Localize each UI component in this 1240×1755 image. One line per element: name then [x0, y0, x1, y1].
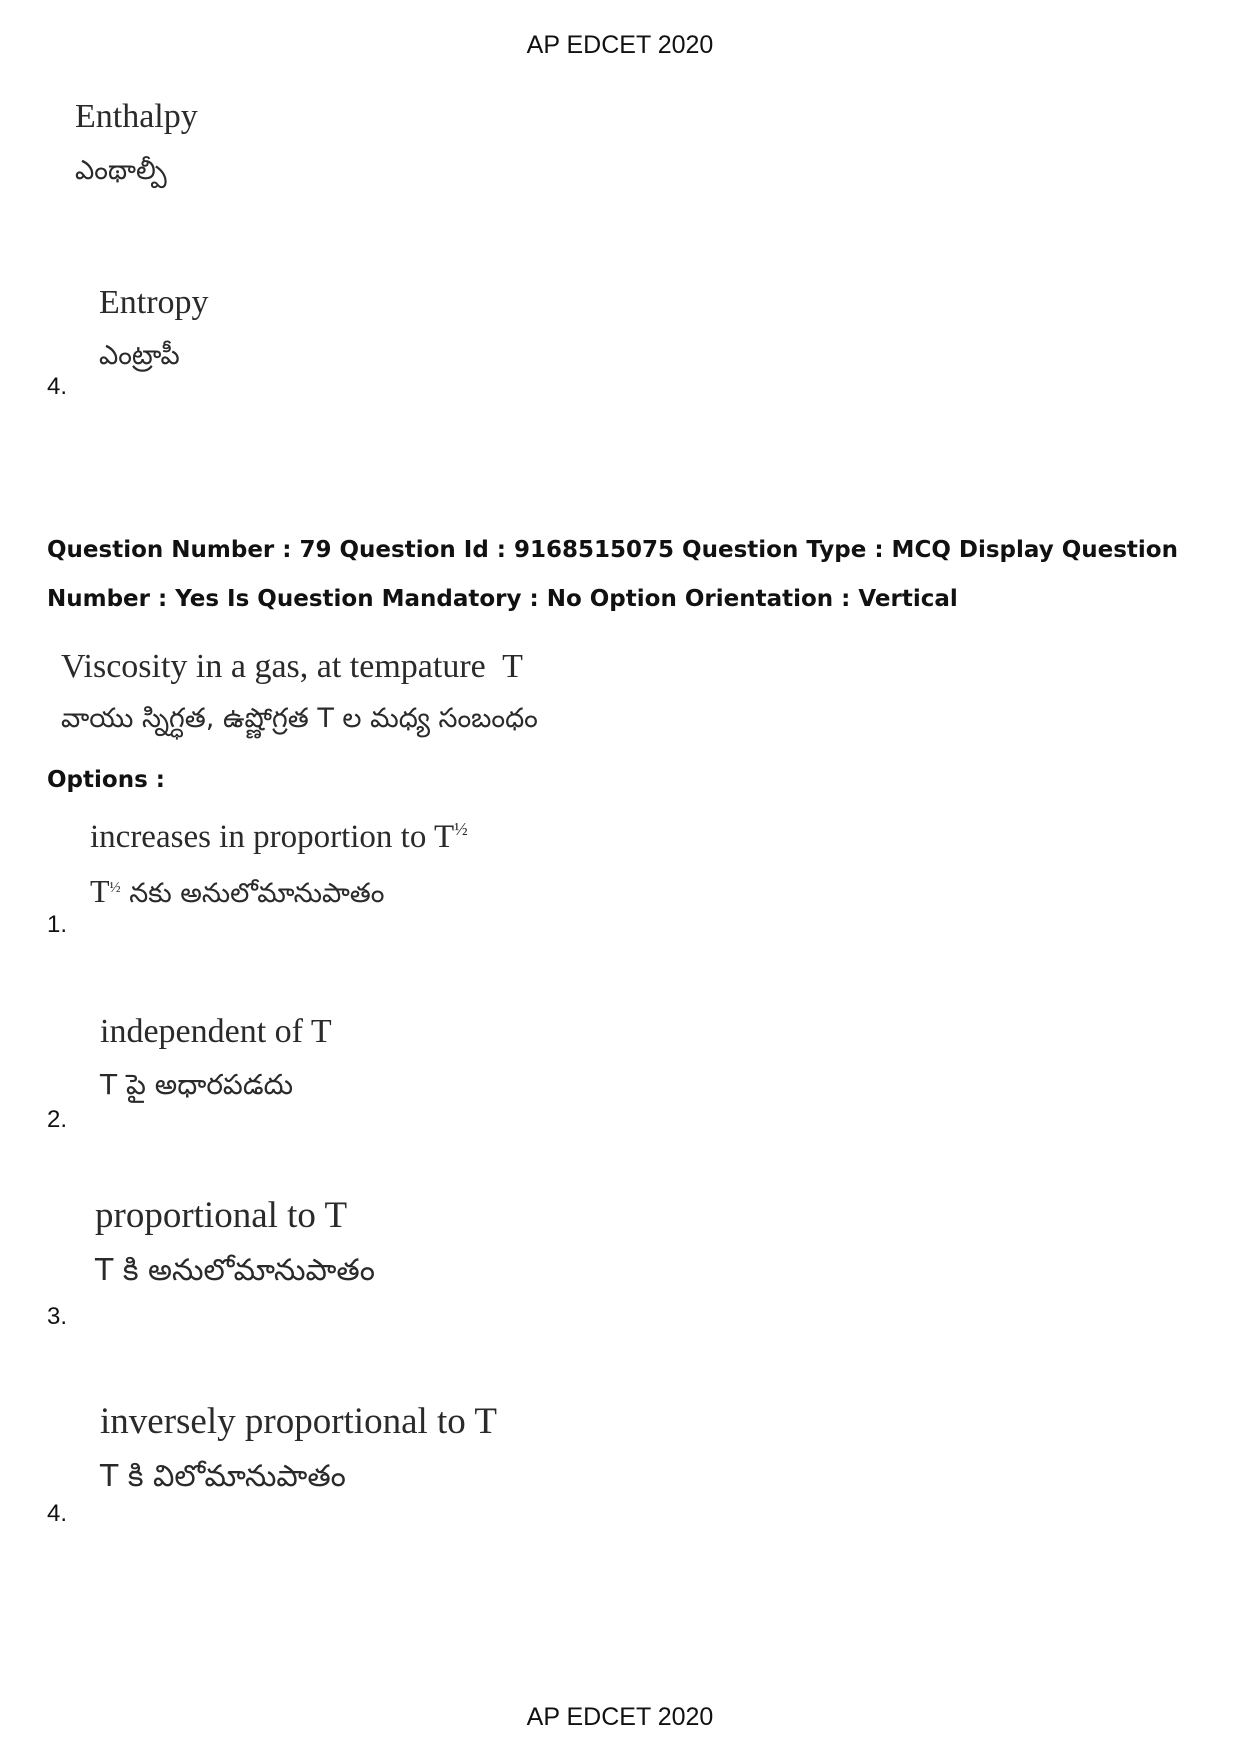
prev-option4-english: Entropy	[99, 284, 209, 321]
page-header: AP EDCET 2020	[526, 31, 714, 59]
option1-english-exponent: ½	[454, 819, 468, 839]
option3-english: proportional to T	[95, 1195, 348, 1236]
option1-english-main: increases in proportion to T	[90, 819, 455, 855]
option1-telugu-rest: నకు అనులోమానుపాతం	[120, 878, 385, 909]
page-footer: AP EDCET 2020	[526, 1703, 714, 1731]
option4-telugu: T కి విలోమానుపాతం	[100, 1459, 346, 1494]
question-meta-line2: Number : Yes Is Question Mandatory : No Option Orientation : Vertical	[47, 586, 958, 612]
prev-option4-number: 4.	[47, 373, 68, 400]
question-text-english: Viscosity in a gas, at tempature T	[61, 648, 523, 685]
options-label: Options :	[47, 767, 165, 793]
option3-number: 3.	[47, 1303, 68, 1330]
option3-telugu: T కి అనులోమానుపాతం	[95, 1253, 375, 1288]
question-meta-line1: Question Number : 79 Question Id : 9168515075 Question Type : MCQ Display Question	[47, 537, 1178, 563]
option1-telugu-T: T	[90, 873, 110, 909]
option1-telugu	[90, 873, 384, 916]
prev-option3-english: Enthalpy	[75, 98, 198, 135]
option1-english	[90, 819, 468, 856]
option2-telugu: T పై అధారపడదు	[100, 1068, 294, 1101]
option4-english: inversely proportional to T	[100, 1401, 497, 1442]
option2-english: independent of T	[100, 1013, 332, 1050]
option1-number: 1.	[47, 911, 68, 938]
prev-option3-telugu: ఎంథాల్పీ	[75, 155, 167, 186]
option4-number: 4.	[47, 1500, 68, 1527]
option2-number: 2.	[47, 1106, 68, 1133]
prev-option4-telugu: ఎంట్రాపీ	[99, 340, 180, 371]
option1-telugu-exponent: ½	[109, 880, 121, 896]
question-text-telugu: వాయు స్నిగ్ధత, ఉష్ణోగ్రత T ల మధ్య సంబంధం	[61, 703, 538, 734]
